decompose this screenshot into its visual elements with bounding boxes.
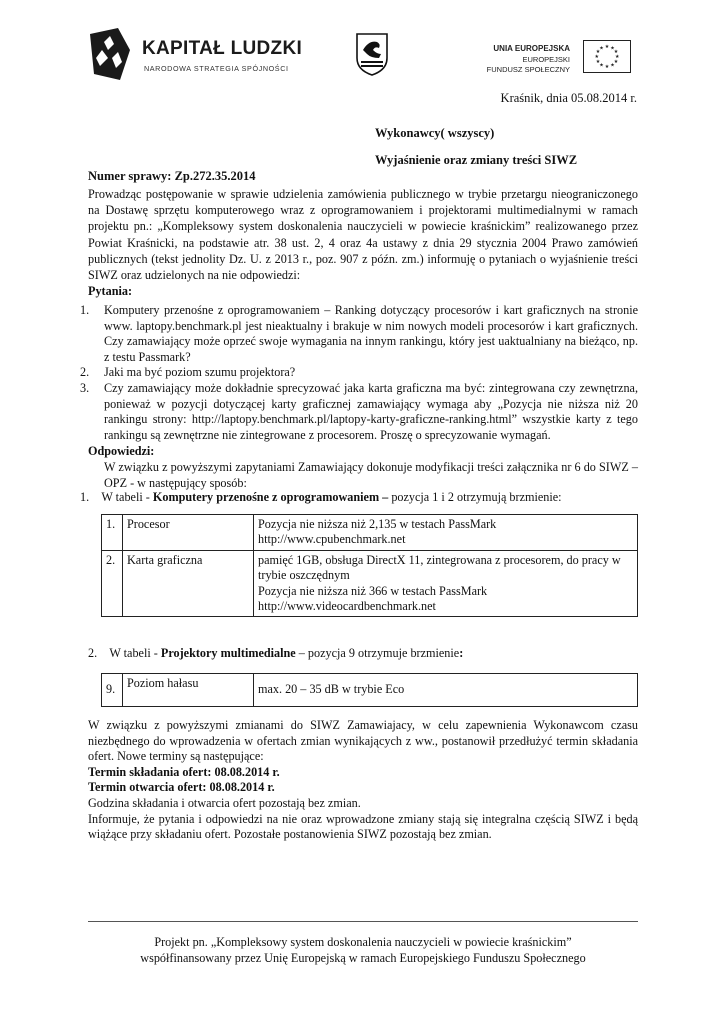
question-text: Komputery przenośne z oprogramowaniem – Ranking dotyczący procesorów i kart graficznych na stronie www. laptopy.benchmark.pl jest nieaktualny i brakuje w nim nowych modeli procesorów i kart graficznych. Czy zamawiający może oprzeć swoje wymagania na innym rankingu, który jest uaktualniany na bieżąco, np. z testu Passmark? xyxy=(104,303,638,364)
svg-text:★: ★ xyxy=(610,45,615,52)
table-row: 1. Procesor Pozycja nie niższa niż 2,135 w testach PassMark http://www.cpubenchmark.net xyxy=(102,515,638,551)
questions-list xyxy=(80,303,638,443)
questions-heading: Pytania: xyxy=(88,284,133,298)
projector-spec-table xyxy=(101,673,638,707)
eu-text-block xyxy=(487,44,570,76)
eu-fund-line1: EUROPEJSKI xyxy=(522,54,570,64)
intro-paragraph: Prowadząc postępowanie w sprawie udzielenia zamówienia publicznego w trybie przetargu nieograniczonego na Dostawę sprzętu komputerowego wraz z oprogramowaniem i projektorami multimedialnymi w ramach projektu pn.: „Kompleksowy system doskonalenia nauczycieli w powiecie kraśnickim” realizowanego przez Powiat Kraśnicki, na podstawie atr. 38 ust. 2, 4 oraz 4a ustawy z dnia 29 stycznia 2004 Prawo zamówień publicznych (tekst jednolity Dz. U. z 2013 r., poz. 907 z późn. zm.) informuję o pytaniach o wyjaśnienie treści SIWZ oraz udzielonych na nie odpowiedzi: xyxy=(88,187,638,283)
eu-fund-line2: FUNDUSZ SPOŁECZNY xyxy=(486,65,570,74)
footer-line-1: Projekt pn. „Kompleksowy system doskonalenia nauczycieli w powiecie kraśnickim” xyxy=(154,935,572,949)
svg-text:★: ★ xyxy=(610,62,615,69)
svg-text:★: ★ xyxy=(595,59,601,65)
deadline-open: Termin otwarcia ofert: 08.08.2014 r. xyxy=(88,780,275,795)
list-item: 2. Jaki ma być poziom szumu projektora? xyxy=(80,365,296,380)
logo-subtitle: NARODOWA STRATEGIA SPÓJNOŚCI xyxy=(144,64,289,73)
svg-text:★: ★ xyxy=(615,54,620,60)
table-row: 9. Poziom hałasu max. 20 – 35 dB w trybie Eco xyxy=(102,674,638,707)
laptop-spec-table xyxy=(101,514,638,617)
kapital-ludzki-logo xyxy=(90,24,303,86)
recipients: Wykonawcy( wszyscy) xyxy=(375,126,495,140)
footer-line-2: współfinansowany przez Unię Europejską w ramach Europejskiego Funduszu Społecznego xyxy=(140,950,586,965)
list-item: 1. Komputery przenośne z oprogramowaniem – Ranking dotyczący procesorów i kart graficznych na stronie www. laptopy.benchmark.pl jest nieaktualny i brakuje w nim nowych modeli procesorów i kart graficznych. Czy zamawiający może oprzeć swoje wymagania na innym rankingu, który jest uaktualniany na bieżąco, np. z testu Passmark? xyxy=(80,303,638,364)
closing-paragraph: W związku z powyższymi zmianami do SIWZ Zamawiajacy, w celu zapewnienia Wykonawcom czasu niezbędnego do wprowadzenia w ofertach zmian wynikających z ww., postanowił przedłużyć termin składania ofert. Nowe terminy są następujące: xyxy=(88,718,638,764)
hours-note: Godzina składania i otwarcia ofert pozostają bez zmian. xyxy=(88,795,361,810)
subject: Wyjaśnienie oraz zmiany treści SIWZ xyxy=(375,153,578,167)
closing-section xyxy=(88,718,638,843)
table-row: 2. Karta graficzna pamięć 1GB, obsługa DirectX 11, zintegrowana z procesorem, do pracy w trybie oszczędnym Pozycja nie niższa niż 366 w testach PassMark http://www.videocardbenchmark.net xyxy=(102,550,638,617)
final-note: Informuje, że pytania i odpowiedzi na nie oraz wprowadzone zmiany stają się integralna częścią SIWZ i będą wiążące przy składaniu ofert. Pozostałe postanowienia SIWZ pozostają bez zmian. xyxy=(88,811,638,842)
logo-title: KAPITAŁ LUDZKI xyxy=(142,38,303,59)
kapital-ludzki-emblem-icon xyxy=(90,28,130,80)
county-crest-icon xyxy=(355,32,389,76)
question-text: Jaki ma być poziom szumu projektora? xyxy=(104,365,296,380)
svg-text:★: ★ xyxy=(613,59,619,65)
svg-text:★: ★ xyxy=(599,45,604,52)
answer-item-1: 1. W tabeli - Komputery przenośne z oprogramowaniem – pozycja 1 i 2 otrzymują brzmienie: xyxy=(80,490,562,504)
svg-text:★: ★ xyxy=(604,64,610,70)
svg-text:★: ★ xyxy=(599,62,604,69)
footer xyxy=(88,935,638,966)
answers-intro: W związku z powyższymi zapytaniami Zamawiający dokonuje modyfikacji treści załącznika nr 6 do SIWZ – OPZ - w następujący sposób: xyxy=(104,460,638,490)
case-number: Numer sprawy: Zp.272.35.2014 xyxy=(88,169,256,183)
answer-item-2: 2. W tabeli - Projektory multimedialne – pozycja 9 otrzymuje brzmienie: xyxy=(88,646,464,660)
eu-flag-icon xyxy=(583,40,631,73)
question-text: Czy zamawiający może dokładnie sprecyzować jaka karta graficzna ma być: zintegrowana czy zewnętrzna, ponieważ w pozycji dotyczącej karty graficznej zamawiający wymaga aby „Pozycja nie niższa niż 20 rankingu strony: http://laptopy.benchmark.pl/laptopy-karty-graficzne-ranking.html” wszystkie karty z tego rankingu są zewnętrzne nie zintegrowane z procesorem. Proszę o sprecyzowanie wymagań. xyxy=(104,380,638,442)
svg-text:★: ★ xyxy=(604,44,610,50)
place-date: Kraśnik, dnia 05.08.2014 r. xyxy=(500,91,637,105)
list-item: 3. Czy zamawiający może dokładnie sprecyzować jaka karta graficzna ma być: zintegrowana czy zewnętrzna, ponieważ w pozycji dotyczącej karty graficznej zamawiający wymaga aby „Pozycja nie niższa niż 20 rankingu strony: http://laptopy.benchmark.pl/laptopy-karty-graficzne-ranking.html” wszystkie karty z tego rankingu są zewnętrzne nie zintegrowane z procesorem. Proszę o sprecyzowanie wymagań. xyxy=(80,380,638,442)
answers-heading: Odpowiedzi: xyxy=(88,444,155,458)
svg-text:★: ★ xyxy=(594,54,599,60)
footer-divider xyxy=(88,921,638,922)
deadline-submit: Termin składania ofert: 08.08.2014 r. xyxy=(88,764,280,779)
svg-text:★: ★ xyxy=(595,49,601,55)
eu-label: UNIA EUROPEJSKA xyxy=(493,44,570,53)
svg-text:★: ★ xyxy=(613,49,619,55)
